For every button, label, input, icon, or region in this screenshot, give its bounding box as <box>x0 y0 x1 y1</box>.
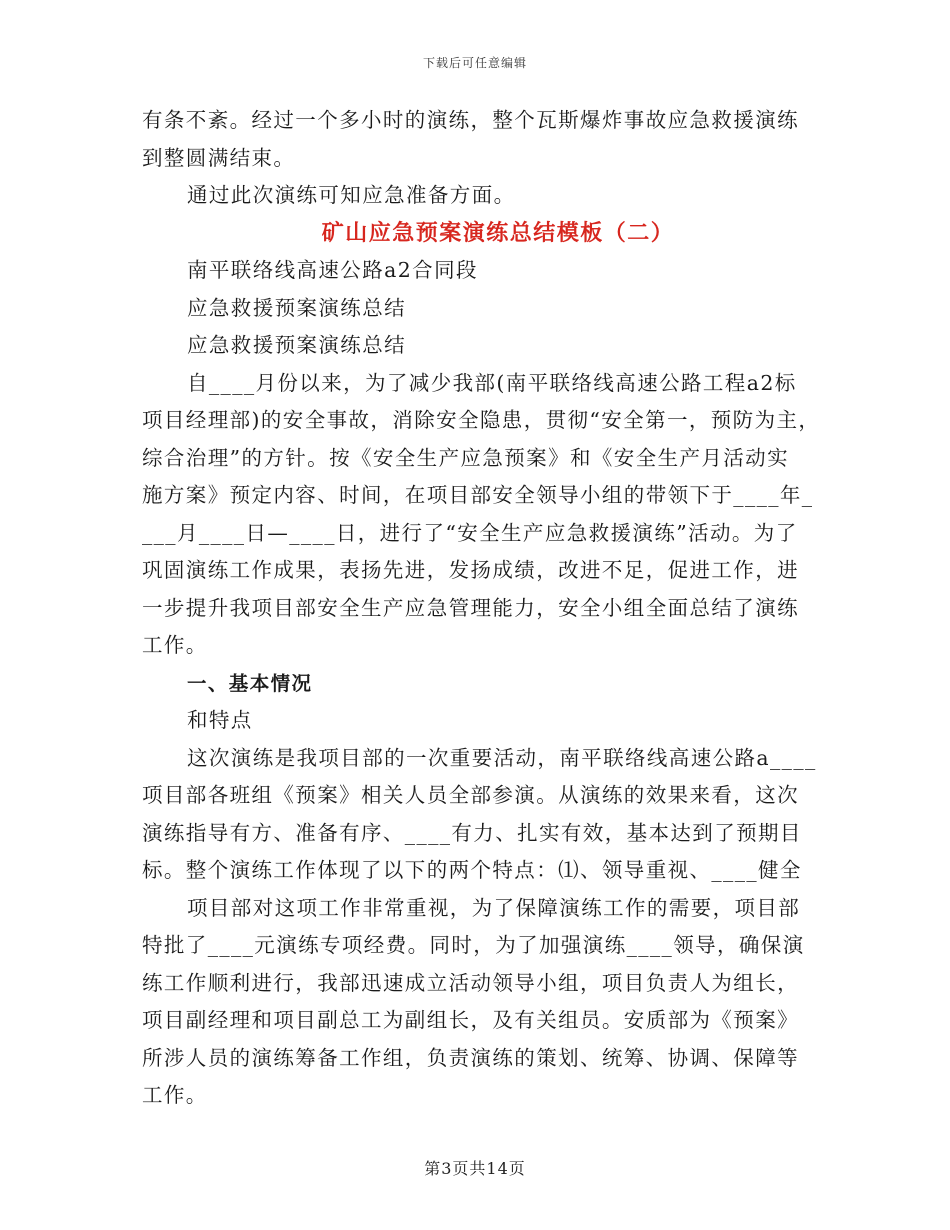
paragraph-line: 应急救援预案演练总结 <box>187 333 406 357</box>
paragraph-line: 有条不紊。经过一个多小时的演练，整个瓦斯爆炸事故应急救援演练 <box>142 108 799 132</box>
paragraph-line: 到整圆满结束。 <box>142 145 296 170</box>
paragraph-line: ___月____日—____日，进行了“安全生产应急救援演练”活动。为了 <box>142 520 798 545</box>
paragraph-line: 综合治理”的方针。按《安全生产应急预案》和《安全生产月活动实 <box>142 445 789 470</box>
paragraph-line: 项目部各班组《预案》相关人员全部参演。从演练的效果来看，这次 <box>142 783 799 807</box>
document-body <box>142 102 821 1115</box>
paragraph-line: 自____月份以来，为了减少我部(南平联络线高速公路工程a2标 <box>187 370 797 395</box>
paragraph-line: 项目副经理和项目副总工为副组长，及有关组员。安质部为《预案》 <box>142 1008 799 1032</box>
paragraph-line: 项目经理部)的安全事故，消除安全隐患，贯彻“安全第一，预防为主， <box>142 408 821 432</box>
header-note: 下载后可任意编辑 <box>422 56 527 70</box>
paragraph-line: 标。整个演练工作体现了以下的两个特点：⑴、领导重视、____健全 <box>142 858 802 882</box>
paragraph-line: 施方案》预定内容、时间，在项目部安全领导小组的带领下于____年_ <box>142 483 814 507</box>
paragraph-line: 工作。 <box>142 1083 208 1107</box>
paragraph-line: 应急救援预案演练总结 <box>187 295 406 320</box>
paragraph-line: 所涉人员的演练筹备工作组，负责演练的策划、统筹、协调、保障等 <box>142 1045 799 1070</box>
paragraph-line: 特批了____元演练专项经费。同时，为了加强演练____领导，确保演 <box>142 933 805 957</box>
paragraph-line: 通过此次演练可知应急准备方面。 <box>187 183 516 207</box>
paragraph-line: 工作。 <box>142 633 208 657</box>
paragraph-line: 这次演练是我项目部的一次重要活动，南平联络线高速公路a____ <box>187 745 817 770</box>
paragraph-line: 项目部对这项工作非常重视，为了保障演练工作的需要，项目部 <box>187 895 801 920</box>
section-heading: 一、基本情况 <box>187 671 313 695</box>
paragraph-line: 练工作顺利进行，我部迅速成立活动领导小组，项目负责人为组长， <box>142 970 799 995</box>
paragraph-line: 巩固演练工作成果，表扬先进，发扬成绩，改进不足，促进工作，进 <box>142 558 799 582</box>
paragraph-line: 一步提升我项目部安全生产应急管理能力，安全小组全面总结了演练 <box>142 595 799 620</box>
paragraph-line: 演练指导有方、准备有序、____有力、扎实有效，基本达到了预期目 <box>142 820 802 845</box>
document-title: 矿山应急预案演练总结模板（二） <box>321 219 675 246</box>
page-number: 第3页共14页 <box>424 1159 526 1178</box>
paragraph-line: 南平联络线高速公路a2合同段 <box>187 258 478 282</box>
paragraph-line: 和特点 <box>187 708 253 732</box>
